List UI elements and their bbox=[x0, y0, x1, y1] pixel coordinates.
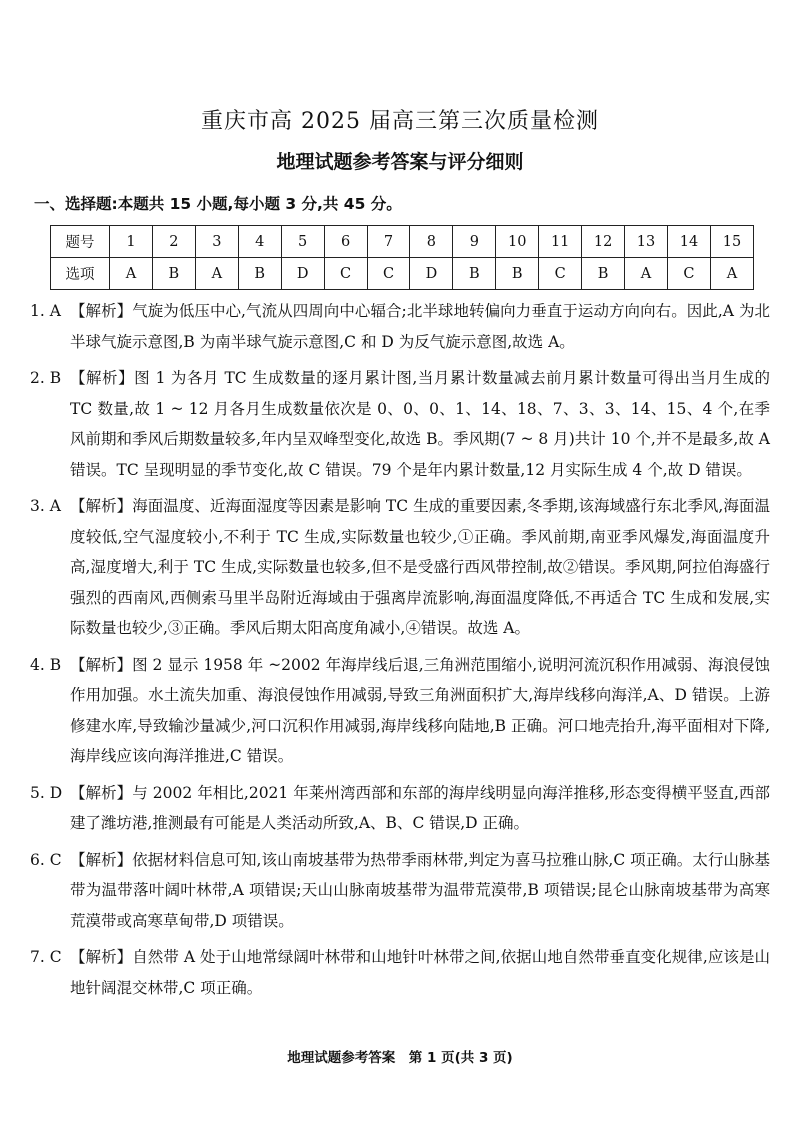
explanation-item bbox=[30, 942, 770, 1003]
explanation-list bbox=[30, 296, 770, 1009]
answer-cell: A bbox=[625, 258, 668, 290]
question-number-cell: 3 bbox=[195, 226, 238, 258]
item-text: 【解析】自然带 A 处于山地常绿阔叶林带和山地针叶林带之间,依据山地自然带垂直变化规律,应该是山地针阔混交林带,C 项正确。 bbox=[70, 948, 770, 997]
row-label-answer: 选项 bbox=[51, 258, 110, 290]
item-number: 5. D bbox=[30, 783, 63, 802]
item-number: 2. B bbox=[30, 369, 62, 387]
item-text: 【解析】图 1 为各月 TC 生成数量的逐月累计图,当月累计数量减去前月累计数量可得出当月生成的 TC 数量,故 1 ~ 12 月各月生成数量依次是 0、0、0、1、14、18、7、3、3、14、15、4 个,在季风前期和季风后期数量较多,年内呈双峰型变化,故选 B。季风期(7 ~ 8 月)共计 10 个,并不是最多,故 A 错误。TC 呈现明显的季节变化,故 C 错误。79 个是年内累计数量,12 月实际生成 4 个,故 D 错误。 bbox=[70, 369, 770, 479]
answer-cell: B bbox=[496, 258, 539, 290]
question-number-cell: 10 bbox=[496, 226, 539, 258]
exam-title: 重庆市高 2025 届高三第三次质量检测 bbox=[201, 109, 599, 134]
explanation-item bbox=[30, 491, 770, 644]
answer-cell: B bbox=[152, 258, 195, 290]
answer-cell: B bbox=[238, 258, 281, 290]
item-text: 【解析】依据材料信息可知,该山南坡基带为热带季雨林带,判定为喜马拉雅山脉,C 项正确。太行山脉基带为温带落叶阔叶林带,A 项错误;天山山脉南坡基带为温带荒漠带,B 项错误;昆仑山脉南坡基带为高寒荒漠带或高寒草甸带,D 项错误。 bbox=[70, 850, 770, 930]
answer-cell: A bbox=[195, 258, 238, 290]
section-heading: 一、选择题:本题共 15 小题,每小题 3 分,共 45 分。 bbox=[34, 195, 402, 213]
explanation-item bbox=[30, 778, 770, 839]
question-number-cell: 11 bbox=[539, 226, 582, 258]
exam-subtitle: 地理试题参考答案与评分细则 bbox=[276, 151, 524, 173]
explanation-item bbox=[30, 363, 770, 485]
explanation-item bbox=[30, 296, 770, 357]
item-text: 【解析】图 2 显示 1958 年 ~2002 年海岸线后退,三角洲范围缩小,说明河流沉积作用减弱、海浪侵蚀作用加强。水土流失加重、海浪侵蚀作用减弱,导致三角洲面积扩大,海岸线移向海洋,A、D 错误。上游修建水库,导致输沙量减少,河口沉积作用减弱,海岸线移向陆地,B 正确。河口地壳抬升,海平面相对下降,海岸线应该向海洋推进,C 错误。 bbox=[70, 655, 770, 765]
answer-table bbox=[50, 225, 754, 290]
answer-cell: D bbox=[281, 258, 324, 290]
question-number-cell: 5 bbox=[281, 226, 324, 258]
question-number-cell: 12 bbox=[582, 226, 625, 258]
answer-cell: B bbox=[582, 258, 625, 290]
item-text: 【解析】海面温度、近海面湿度等因素是影响 TC 生成的重要因素,冬季期,该海域盛行东北季风,海面温度较低,空气湿度较小,不利于 TC 生成,实际数量也较少,①正确。季风前期,南亚季风爆发,海面温度升高,湿度增大,利于 TC 生成,实际数量也较多,但不是受盛行西风带控制,故②错误。季风期,阿拉伯海盛行强烈的西南风,西侧索马里半岛附近海域由于强离岸流影响,海面温度降低,不再适合 TC 生成和发展,实际数量也较少,③正确。季风后期太阳高度角减小,④错误。故选 A。 bbox=[70, 497, 770, 637]
question-number-cell: 6 bbox=[324, 226, 367, 258]
answer-cell: A bbox=[710, 258, 753, 290]
item-number: 7. C bbox=[30, 948, 62, 966]
answer-cell: D bbox=[410, 258, 453, 290]
question-number-cell: 9 bbox=[453, 226, 496, 258]
question-number-row bbox=[51, 226, 754, 258]
item-text: 【解析】与 2002 年相比,2021 年莱州湾西部和东部的海岸线明显向海洋推移,形态变得横平竖直,西部建了潍坊港,推测最有可能是人类活动所致,A、B、C 错误,D 正确。 bbox=[70, 783, 770, 832]
page-footer: 地理试题参考答案 第 1 页(共 3 页) bbox=[287, 1050, 513, 1066]
question-number-cell: 13 bbox=[625, 226, 668, 258]
question-number-cell: 7 bbox=[367, 226, 410, 258]
answer-cell: B bbox=[453, 258, 496, 290]
answer-cell: C bbox=[367, 258, 410, 290]
question-number-cell: 1 bbox=[110, 226, 153, 258]
question-number-cell: 14 bbox=[667, 226, 710, 258]
question-number-cell: 2 bbox=[152, 226, 195, 258]
question-number-cell: 15 bbox=[710, 226, 753, 258]
answer-row bbox=[51, 258, 754, 290]
item-number: 1. A bbox=[30, 302, 61, 320]
answer-cell: C bbox=[324, 258, 367, 290]
row-label-number: 题号 bbox=[51, 226, 110, 258]
answer-cell: C bbox=[667, 258, 710, 290]
answer-cell: C bbox=[539, 258, 582, 290]
explanation-item bbox=[30, 650, 770, 772]
answer-cell: A bbox=[110, 258, 153, 290]
item-text: 【解析】气旋为低压中心,气流从四周向中心辐合;北半球地转偏向力垂直于运动方向向右。因此,A 为北半球气旋示意图,B 为南半球气旋示意图,C 和 D 为反气旋示意图,故选 A。 bbox=[70, 302, 770, 351]
explanation-item bbox=[30, 845, 770, 937]
question-number-cell: 4 bbox=[238, 226, 281, 258]
item-number: 3. A bbox=[30, 497, 61, 515]
item-number: 6. C bbox=[30, 850, 62, 869]
question-number-cell: 8 bbox=[410, 226, 453, 258]
item-number: 4. B bbox=[30, 655, 62, 674]
